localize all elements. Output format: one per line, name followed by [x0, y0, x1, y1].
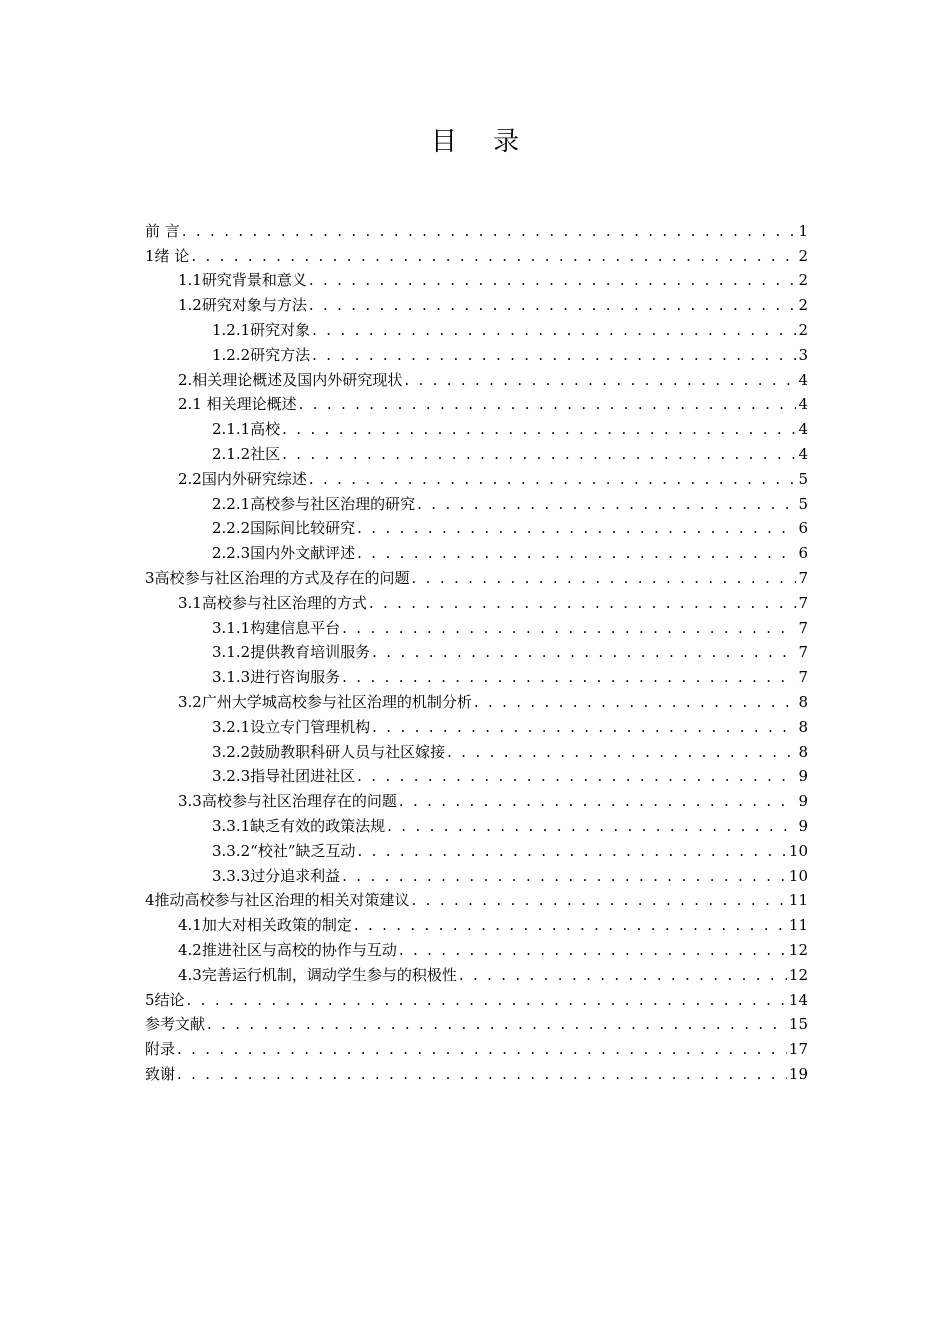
toc-entry[interactable]	[145, 638, 808, 663]
toc-entry[interactable]	[145, 960, 808, 985]
toc-entry-label: 3.3.1缺乏有效的政策法规	[212, 816, 386, 835]
toc-entry[interactable]	[145, 861, 808, 886]
toc-entry[interactable]	[145, 762, 808, 787]
toc-entry[interactable]	[145, 687, 808, 712]
toc-entry-label: 4.1加大对相关政策的制定	[178, 916, 352, 935]
toc-dot-leader	[312, 320, 796, 340]
toc-dot-leader	[187, 990, 787, 1010]
toc-entry-page-number: 7	[798, 643, 808, 662]
toc-entry-label: 3.3.3过分追求利益	[212, 866, 341, 885]
toc-entry[interactable]	[145, 786, 808, 811]
toc-entry[interactable]	[145, 588, 808, 613]
toc-dot-leader	[177, 1064, 787, 1084]
toc-entry-page-number: 5	[798, 469, 808, 488]
toc-entry[interactable]	[145, 340, 808, 365]
toc-entry[interactable]	[145, 563, 808, 588]
toc-dot-leader	[417, 494, 796, 514]
toc-entry-page-number: 4	[798, 370, 808, 389]
toc-entry-page-number: 9	[798, 816, 808, 835]
toc-entry-page-number: 1	[798, 221, 808, 240]
toc-entry-page-number: 15	[788, 1015, 808, 1034]
toc-dot-leader	[309, 295, 796, 315]
toc-entry-page-number: 6	[798, 519, 808, 538]
toc-entry[interactable]	[145, 414, 808, 439]
toc-entry-page-number: 6	[798, 544, 808, 563]
toc-entry-page-number: 7	[798, 668, 808, 687]
toc-dot-leader	[282, 419, 796, 439]
toc-entry-page-number: 8	[798, 692, 808, 711]
toc-entry-page-number: 17	[788, 1040, 808, 1059]
toc-dot-leader	[474, 692, 796, 712]
toc-entry[interactable]	[145, 737, 808, 762]
toc-entry[interactable]	[145, 365, 808, 390]
toc-entry-page-number: 9	[798, 767, 808, 786]
toc-dot-leader	[369, 593, 796, 613]
toc-entry-page-number: 8	[798, 717, 808, 736]
toc-entry-page-number: 8	[798, 742, 808, 761]
toc-dot-leader	[399, 940, 787, 960]
toc-entry-label: 附录	[145, 1040, 176, 1059]
toc-entry-page-number: 2	[798, 271, 808, 290]
toc-entry-page-number: 10	[788, 841, 808, 860]
toc-entry-page-number: 5	[798, 494, 808, 513]
toc-entry-label: 3.3.2“校社”缺乏互动	[212, 841, 356, 860]
toc-entry[interactable]	[145, 886, 808, 911]
toc-dot-leader	[282, 444, 796, 464]
toc-entry-page-number: 14	[788, 990, 808, 1009]
toc-entry[interactable]	[145, 315, 808, 340]
toc-entry-label: 3.1.1构建信息平台	[212, 618, 341, 637]
toc-entry-page-number: 4	[798, 420, 808, 439]
toc-entry[interactable]	[145, 1034, 808, 1059]
toc-entry-page-number: 3	[798, 345, 808, 364]
toc-entry-page-number: 11	[788, 891, 808, 910]
toc-dot-leader	[207, 1014, 787, 1034]
toc-entry-label: 4推动高校参与社区治理的相关对策建议	[145, 891, 410, 910]
toc-entry-label: 1绪 论	[145, 246, 190, 265]
toc-entry-label: 2.相关理论概述及国内外研究现状	[178, 370, 403, 389]
toc-dot-leader	[342, 866, 787, 886]
toc-dot-leader	[342, 618, 796, 638]
toc-entry[interactable]	[145, 1059, 808, 1084]
toc-entry[interactable]	[145, 811, 808, 836]
toc-entry-page-number: 4	[798, 395, 808, 414]
toc-entry-label: 1.2.2研究方法	[212, 345, 311, 364]
toc-dot-leader	[357, 543, 796, 563]
toc-entry-page-number: 4	[798, 444, 808, 463]
toc-entry-page-number: 19	[788, 1064, 808, 1083]
toc-entry[interactable]	[145, 241, 808, 266]
toc-entry-label: 2.2.2国际间比较研究	[212, 519, 356, 538]
toc-dot-leader	[312, 345, 796, 365]
toc-entry[interactable]	[145, 266, 808, 291]
toc-dot-leader	[399, 791, 796, 811]
toc-entry-label: 2.1.2社区	[212, 444, 281, 463]
toc-entry[interactable]	[145, 985, 808, 1010]
toc-entry[interactable]	[145, 712, 808, 737]
toc-entry[interactable]	[145, 439, 808, 464]
toc-entry-page-number: 10	[788, 866, 808, 885]
toc-entry-label: 3高校参与社区治理的方式及存在的问题	[145, 568, 410, 587]
toc-entry[interactable]	[145, 613, 808, 638]
toc-entry[interactable]	[145, 216, 808, 241]
toc-dot-leader	[177, 1039, 787, 1059]
toc-entry-label: 致谢	[145, 1064, 176, 1083]
toc-entry[interactable]	[145, 290, 808, 315]
toc-entry-label: 3.2.3指导社团进社区	[212, 767, 356, 786]
toc-entry-page-number: 2	[798, 296, 808, 315]
toc-dot-leader	[459, 965, 787, 985]
toc-dot-leader	[342, 667, 796, 687]
toc-entry-label: 3.3高校参与社区治理存在的问题	[178, 792, 397, 811]
toc-entry-label: 3.1.2提供教育培训服务	[212, 643, 371, 662]
toc-dot-leader	[299, 394, 796, 414]
toc-entry-label: 前 言	[145, 221, 180, 240]
toc-dot-leader	[357, 518, 796, 538]
toc-dot-leader	[412, 568, 796, 588]
toc-entry[interactable]	[145, 1010, 808, 1035]
toc-entry[interactable]	[145, 489, 808, 514]
toc-entry-page-number: 12	[788, 940, 808, 959]
toc-entry-page-number: 7	[798, 593, 808, 612]
toc-entry-label: 3.2.2鼓励教职科研人员与社区嫁接	[212, 742, 446, 761]
toc-entry-label: 2.1.1高校	[212, 420, 281, 439]
toc-dot-leader	[447, 742, 796, 762]
toc-entry-label: 3.1.3进行咨询服务	[212, 668, 341, 687]
toc-entry-label: 2.2.1高校参与社区治理的研究	[212, 494, 416, 513]
toc-entry-label: 5结论	[145, 990, 185, 1009]
toc-dot-leader	[404, 370, 796, 390]
toc-entry-page-number: 11	[788, 916, 808, 935]
toc-entry-label: 1.1研究背景和意义	[178, 271, 307, 290]
toc-dot-leader	[309, 270, 796, 290]
toc-entry-page-number: 2	[798, 246, 808, 265]
toc-entry-label: 1.2研究对象与方法	[178, 296, 307, 315]
toc-dot-leader	[358, 841, 787, 861]
toc-dot-leader	[372, 642, 796, 662]
toc-entry[interactable]	[145, 538, 808, 563]
toc-entry-page-number: 7	[798, 618, 808, 637]
toc-entry-label: 3.1高校参与社区治理的方式	[178, 593, 367, 612]
toc-entry-label: 1.2.1研究对象	[212, 320, 311, 339]
toc-entry[interactable]	[145, 514, 808, 539]
toc-entry[interactable]	[145, 935, 808, 960]
toc-entry-label: 2.2国内外研究综述	[178, 469, 307, 488]
toc-entry-label: 参考文献	[145, 1015, 206, 1034]
toc-entry[interactable]	[145, 662, 808, 687]
toc-dot-leader	[387, 816, 796, 836]
page-title: 目 录	[430, 127, 534, 157]
toc-entry-label: 3.2广州大学城高校参与社区治理的机制分析	[178, 692, 472, 711]
table-of-contents	[145, 216, 808, 1084]
toc-entry[interactable]	[145, 836, 808, 861]
toc-dot-leader	[354, 915, 787, 935]
toc-entry-label: 4.2推进社区与高校的协作与互动	[178, 940, 397, 959]
toc-entry[interactable]	[145, 910, 808, 935]
toc-entry-page-number: 7	[798, 568, 808, 587]
toc-entry-label: 2.1 相关理论概述	[178, 395, 297, 414]
toc-dot-leader	[412, 890, 787, 910]
toc-entry-label: 2.2.3国内外文献评述	[212, 544, 356, 563]
toc-entry-page-number: 9	[798, 792, 808, 811]
toc-dot-leader	[191, 246, 796, 266]
toc-entry[interactable]	[145, 390, 808, 415]
toc-entry[interactable]	[145, 464, 808, 489]
toc-dot-leader	[372, 717, 796, 737]
toc-dot-leader	[182, 221, 796, 241]
toc-dot-leader	[309, 469, 796, 489]
toc-dot-leader	[357, 766, 796, 786]
toc-entry-page-number: 12	[788, 965, 808, 984]
toc-entry-page-number: 2	[798, 320, 808, 339]
toc-entry-label: 4.3完善运行机制，调动学生参与的积极性	[178, 965, 457, 984]
toc-entry-label: 3.2.1设立专门管理机构	[212, 717, 371, 736]
